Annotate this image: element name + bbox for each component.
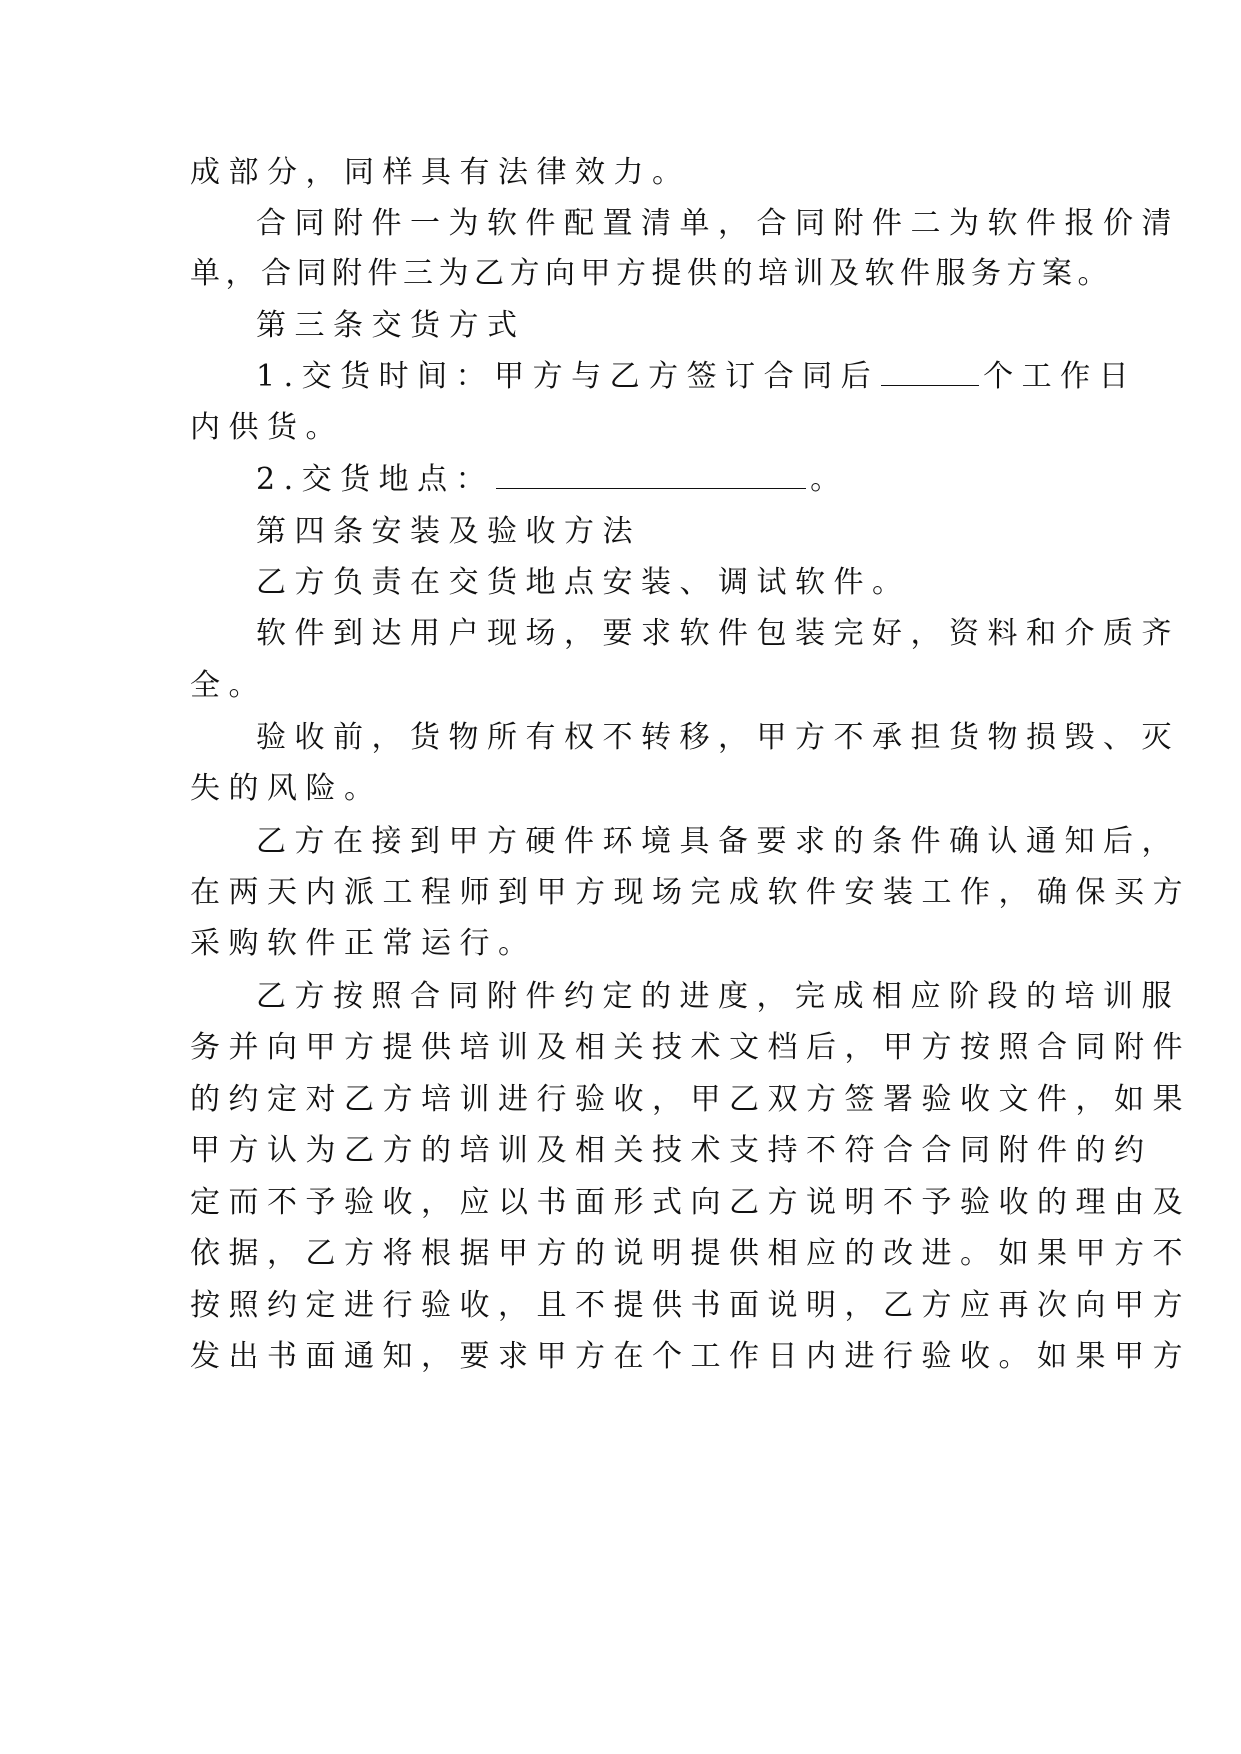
paragraph-line	[190, 769, 383, 809]
line-text: 软件到达用户现场，要求软件包装完好，资料和介质齐	[256, 616, 1180, 651]
line-text: 依据，乙方将根据甲方的说明提供相应的改进。如果甲方不	[190, 1236, 1191, 1271]
line-text: 按照约定进行验收，且不提供书面说明，乙方应再次向甲方	[190, 1288, 1191, 1323]
paragraph-line	[256, 204, 1180, 244]
line-text: 定而不予验收，应以书面形式向乙方说明不予验收的理由及	[190, 1185, 1191, 1220]
line-text: 失的风险。	[190, 771, 383, 806]
line-text: 甲方认为乙方的培训及相关技术支持不符合合同附件的约	[190, 1133, 1153, 1168]
paragraph-line	[190, 1131, 1153, 1171]
paragraph-line	[190, 1337, 1191, 1377]
paragraph-line	[190, 924, 537, 964]
paragraph-line	[190, 1028, 1191, 1068]
heading-text: 第四条安装及验收方法	[256, 514, 641, 549]
section-heading	[256, 512, 641, 552]
line-text: 单，合同附件三为乙方向甲方提供的培训及软件服务方案。	[190, 256, 1113, 291]
paragraph-line	[256, 563, 911, 603]
line-text: 1.交货时间：甲方与乙方签订合同后	[256, 359, 880, 394]
line-text: 内供货。	[190, 410, 344, 445]
paragraph-line	[256, 614, 1180, 654]
line-text: 个工作日	[983, 359, 1138, 394]
heading-text: 第三条交货方式	[256, 308, 526, 343]
line-text: 采购软件正常运行。	[190, 926, 537, 961]
line-text: 验收前，货物所有权不转移，甲方不承担货物损毁、灭	[256, 720, 1180, 755]
paragraph-line	[190, 153, 691, 193]
line-text: 。	[810, 462, 849, 497]
paragraph-line	[256, 977, 1180, 1017]
line-text: 的约定对乙方培训进行验收，甲乙双方签署验收文件，如果	[190, 1082, 1191, 1117]
paragraph-line	[256, 357, 1137, 397]
line-text: 2.交货地点：	[256, 462, 495, 497]
paragraph-line	[190, 254, 1113, 294]
fill-in-blank	[496, 460, 806, 489]
paragraph-line	[190, 1286, 1191, 1326]
fill-in-blank	[881, 357, 979, 386]
line-text: 乙方负责在交货地点安装、调试软件。	[256, 565, 911, 600]
paragraph-line	[190, 666, 267, 706]
line-text: 务并向甲方提供培训及相关技术文档后，甲方按照合同附件	[190, 1030, 1191, 1065]
paragraph-line	[190, 1234, 1191, 1274]
paragraph-line	[190, 873, 1191, 913]
line-text: 合同附件一为软件配置清单，合同附件二为软件报价清	[256, 206, 1180, 241]
paragraph-line	[190, 1183, 1191, 1223]
paragraph-line	[190, 1080, 1191, 1120]
line-text: 全。	[190, 668, 267, 703]
line-text: 发出书面通知，要求甲方在个工作日内进行验收。如果甲方	[190, 1339, 1191, 1374]
paragraph-line	[256, 718, 1180, 758]
section-heading	[256, 306, 526, 346]
line-text: 乙方按照合同附件约定的进度，完成相应阶段的培训服	[256, 979, 1180, 1014]
line-text: 乙方在接到甲方硬件环境具备要求的条件确认通知后，	[256, 824, 1180, 859]
paragraph-line	[256, 460, 849, 500]
line-text: 在两天内派工程师到甲方现场完成软件安装工作，确保买方	[190, 875, 1191, 910]
paragraph-line	[256, 822, 1180, 862]
line-text: 成部分，同样具有法律效力。	[190, 155, 691, 190]
paragraph-line	[190, 408, 344, 448]
